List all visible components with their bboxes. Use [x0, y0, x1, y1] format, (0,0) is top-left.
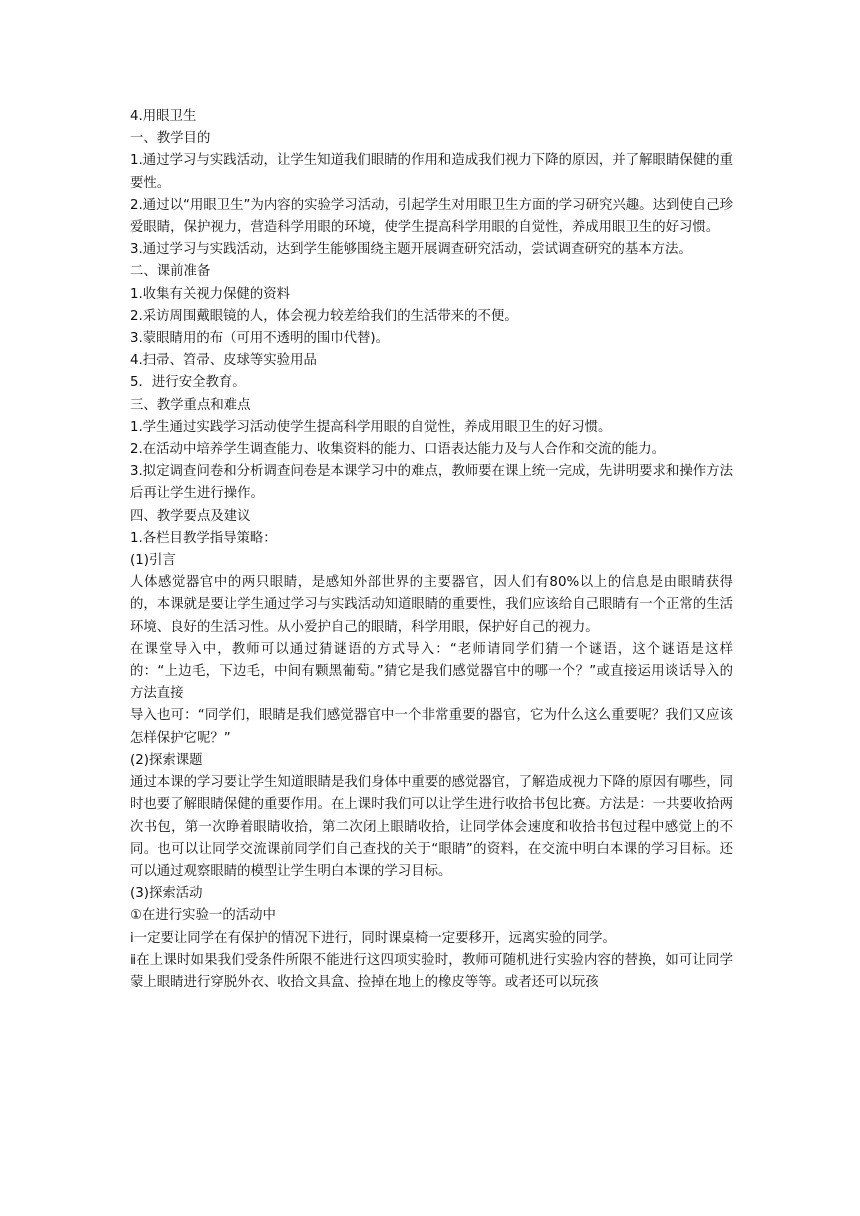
paragraph: 3.通过学习与实践活动，达到学生能够围绕主题开展调查研究活动，尝试调查研究的基本方法。: [130, 242, 692, 258]
paragraph: 1.通过学习与实践活动，让学生知道我们眼睛的作用和造成我们视力下降的原因，并了解眼睛保健的重要性。: [130, 153, 733, 191]
paragraph: 1.学生通过实践学习活动使学生提高科学用眼的自觉性，养成用眼卫生的好习惯。: [130, 419, 612, 435]
paragraph: 人体感觉器官中的两只眼睛，是感知外部世界的主要器官，因人们有80%以上的信息是由眼睛获得的，本课就是要让学生通过学习与实践活动知道眼睛的重要性，我们应该给自己眼睛有一个正常的生活环境、良好的生活习性。从小爱护自己的眼睛，科学用眼，保护好自己的视力。: [130, 575, 733, 635]
subheading: (3)探索活动: [130, 886, 203, 902]
paragraph: 通过本课的学习要让学生知道眼睛是我们身体中重要的感觉器官，了解造成视力下降的原因有哪些，同时也要了解眼睛保健的重要作用。在上课时我们可以让学生进行收拾书包比赛。方法是：一共要收拾两次书包，第一次睁着眼睛收拾，第二次闭上眼睛收拾，让同学体会速度和收拾书包过程中感觉上的不同。也可以让同学交流课前同学们自己查找的关于“眼睛”的资料，在交流中明白本课的学习目标。还可以通过观察眼睛的模型让学生明白本课的学习目标。: [130, 775, 733, 879]
paragraph: 2.通过以“用眼卫生”为内容的实验学习活动，引起学生对用眼卫生方面的学习研究兴趣。达到使自己珍爱眼睛，保护视力，营造科学用眼的环境，使学生提高科学用眼的自觉性，养成用眼卫生的好习惯。: [130, 197, 733, 236]
paragraph: 4.扫帚、笤帚、皮球等实验用品: [130, 353, 317, 369]
section-heading-key-points: 三、教学重点和难点: [130, 397, 251, 413]
section-heading-objectives: 一、教学目的: [130, 131, 211, 147]
paragraph: 在课堂导入中，教师可以通过猜谜语的方式导入：“老师请同学们猜一个谜语，这个谜语是这样的：“上边毛，下边毛，中间有颗黑葡萄。”猜它是我们感觉器官中的哪一个？”或直接运用谈话导入的方法直接: [130, 641, 733, 702]
paragraph: 1.各栏目教学指导策略：: [130, 530, 277, 546]
subheading: (2)探索课题: [130, 752, 203, 768]
document-title: 4.用眼卫生: [130, 109, 197, 124]
paragraph: 3.蒙眼睛用的布（可用不透明的围巾代替)。: [130, 331, 390, 347]
paragraph: 5．进行安全教育。: [130, 375, 246, 391]
paragraph: 3.拟定调查问卷和分析调查问卷是本课学习中的难点，教师要在课上统一完成，先讲明要求和操作方法后再让学生进行操作。: [130, 464, 733, 502]
subheading: (1)引言: [130, 553, 176, 569]
paragraph: ⅰ一定要让同学在有保护的情况下进行，同时课桌椅一定要移开，远离实验的同学。: [130, 930, 616, 946]
document-body: [130, 106, 733, 994]
paragraph: 导入也可：“同学们，眼睛是我们感觉器官中一个非常重要的器官，它为什么这么重要呢？我们又应该怎样保护它呢？”: [130, 708, 733, 746]
section-heading-suggestions: 四、教学要点及建议: [130, 508, 251, 524]
paragraph: 2.在活动中培养学生调查能力、收集资料的能力、口语表达能力及与人合作和交流的能力。: [130, 442, 666, 458]
section-heading-preparation: 二、课前准备: [130, 264, 211, 280]
paragraph: 2.采访周围戴眼镜的人，体会视力较差给我们的生活带来的不便。: [130, 308, 518, 324]
paragraph: ⅱ在上课时如果我们受条件所限不能进行这四项实验时，教师可随机进行实验内容的替换，如可让同学蒙上眼睛进行穿脱外衣、收拾文具盒、捡掉在地上的橡皮等等。或者还可以玩孩: [130, 952, 733, 990]
paragraph: ①在进行实验一的活动中: [130, 908, 276, 924]
paragraph: 1.收集有关视力保健的资料: [130, 286, 291, 302]
